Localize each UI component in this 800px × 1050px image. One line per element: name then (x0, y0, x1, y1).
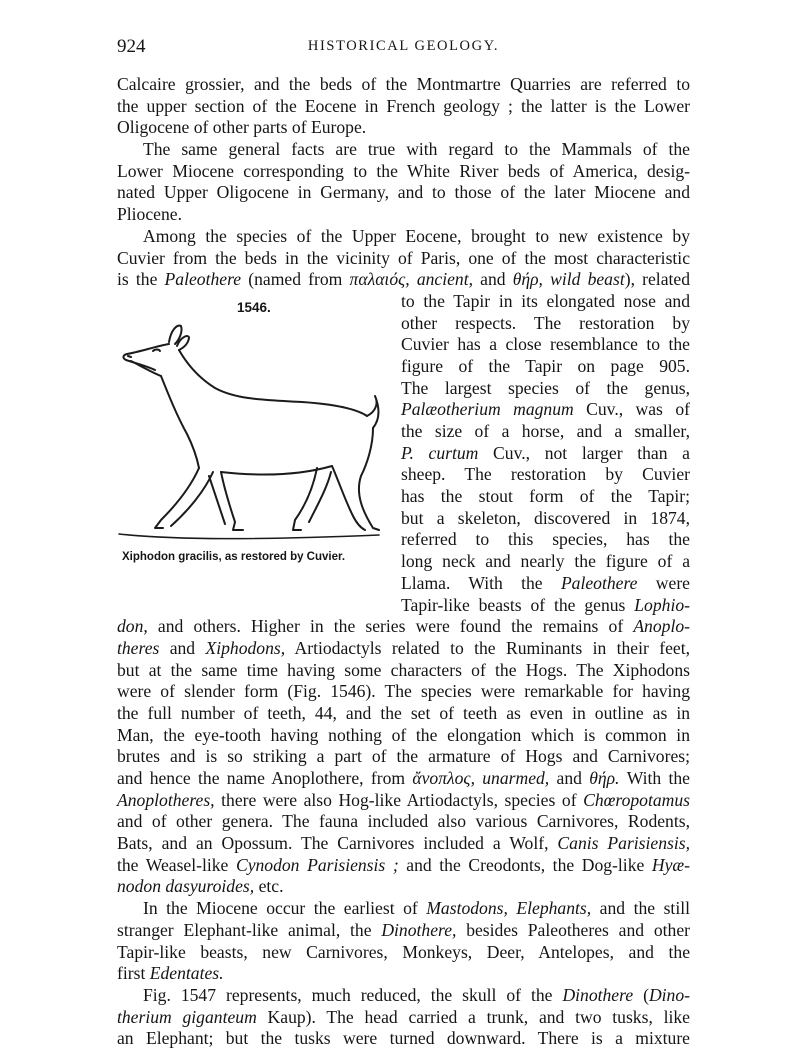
text-line: P. curtum Cuv., not larger than a (401, 442, 690, 463)
text-line: therium giganteum Kaup). The head carried a trunk, and two tusks, like (117, 1006, 690, 1027)
text-line: and hence the name Anoplothere, from ἄνοπλος, unarmed, and θήρ. With the (117, 768, 690, 788)
text-line: Pliocene. (117, 204, 182, 225)
text-line: but at the same time having some characters of the Hogs. The Xiphodons (117, 659, 690, 680)
text-line: Oligocene of other parts of Europe. (117, 117, 367, 138)
text-line: to the Tapir in its elongated nose and (401, 290, 690, 311)
text-line: has the stout form of the Tapir; (401, 486, 690, 507)
page-header (117, 36, 690, 58)
text-line: referred to this species, has the (401, 529, 690, 550)
body-text (117, 74, 690, 1050)
text-line: Fig. 1547 represents, much reduced, the skull of the Dinothere (Dino- (143, 984, 690, 1005)
text-line: other respects. The restoration by (401, 312, 690, 333)
text-line: Among the species of the Upper Eocene, brought to new existence by (143, 225, 690, 246)
text-line: Anoplotheres, there were also Hog-like Artiodactyls, species of Chœropotamus (117, 789, 690, 810)
text-line: and of other genera. The fauna included also various Carnivores, Rodents, (117, 811, 690, 832)
text-line: sheep. The restoration by Cuvier (401, 464, 690, 485)
text-line: figure of the Tapir on page 905. (401, 355, 690, 376)
text-line: an Elephant; but the tusks were turned downward. There is a mixture (117, 1028, 690, 1049)
text-line: nodon dasyuroides, etc. (117, 876, 284, 897)
text-line: the size of a horse, and a smaller, (401, 421, 690, 441)
text-line: Lower Miocene corresponding to the White River beds of America, desig- (117, 160, 690, 181)
text-line: long neck and nearly the figure of a (401, 551, 690, 572)
text-line: Cuvier from the beds in the vicinity of Paris, one of the most characteristic (117, 247, 690, 268)
text-line: the full number of teeth, 44, and the set of teeth as even in outline as in (117, 702, 690, 723)
text-line: first Edentates. (117, 963, 224, 984)
text-line: stranger Elephant-like animal, the Dinothere, besides Paleotheres and other (117, 919, 690, 940)
text-line: Palæotherium magnum Cuv., was of (401, 399, 690, 420)
text-line: the Weasel-like Cynodon Parisiensis ; and the Creodonts, the Dog-like Hyæ- (117, 854, 690, 875)
figure-caption: Xiphodon gracilis, as restored by Cuvier. (122, 551, 346, 563)
running-head: HISTORICAL GEOLOGY. (307, 38, 500, 54)
text-line: Calcaire grossier, and the beds of the Montmartre Quarries are referred to (117, 74, 690, 94)
text-line: Llama. With the Paleothere were (401, 572, 690, 593)
page-number: 924 (117, 36, 146, 57)
text-line: theres and Xiphodons, Artiodactyls related to the Ruminants in their feet, (117, 637, 690, 658)
text-line: nated Upper Oligocene in Germany, and to those of the later Miocene and (117, 182, 690, 203)
text-line: were of slender form (Fig. 1546). The species were remarkable for having (117, 681, 690, 702)
text-line: don, and others. Higher in the series were found the remains of Anoplo- (117, 616, 690, 637)
text-line: Tapir-like beasts, new Carnivores, Monkeys, Deer, Antelopes, and the (117, 941, 690, 962)
text-line: The largest species of the genus, (401, 377, 690, 398)
text-line: Tapir-like beasts of the genus Lophio- (401, 594, 690, 615)
figure-number: 1546. (237, 300, 271, 315)
text-line: Man, the eye-tooth having nothing of the elongation which is common in (117, 724, 690, 745)
text-line: but a skeleton, discovered in 1874, (401, 507, 690, 528)
text-line: In the Miocene occur the earliest of Mastodons, Elephants, and the still (143, 898, 690, 919)
text-line: is the Paleothere (named from παλαιός, ancient, and θήρ, wild beast), related (117, 269, 690, 290)
text-line: the upper section of the Eocene in French geology ; the latter is the Lower (117, 95, 690, 116)
text-line: Bats, and an Opossum. The Carnivores included a Wolf, Canis Parisiensis, (117, 833, 691, 854)
text-line: The same general facts are true with regard to the Mammals of the (143, 139, 690, 160)
text-line: Cuvier has a close resemblance to the (401, 334, 690, 355)
text-line: brutes and is so striking a part of the armature of Hogs and Carnivores; (117, 746, 690, 767)
